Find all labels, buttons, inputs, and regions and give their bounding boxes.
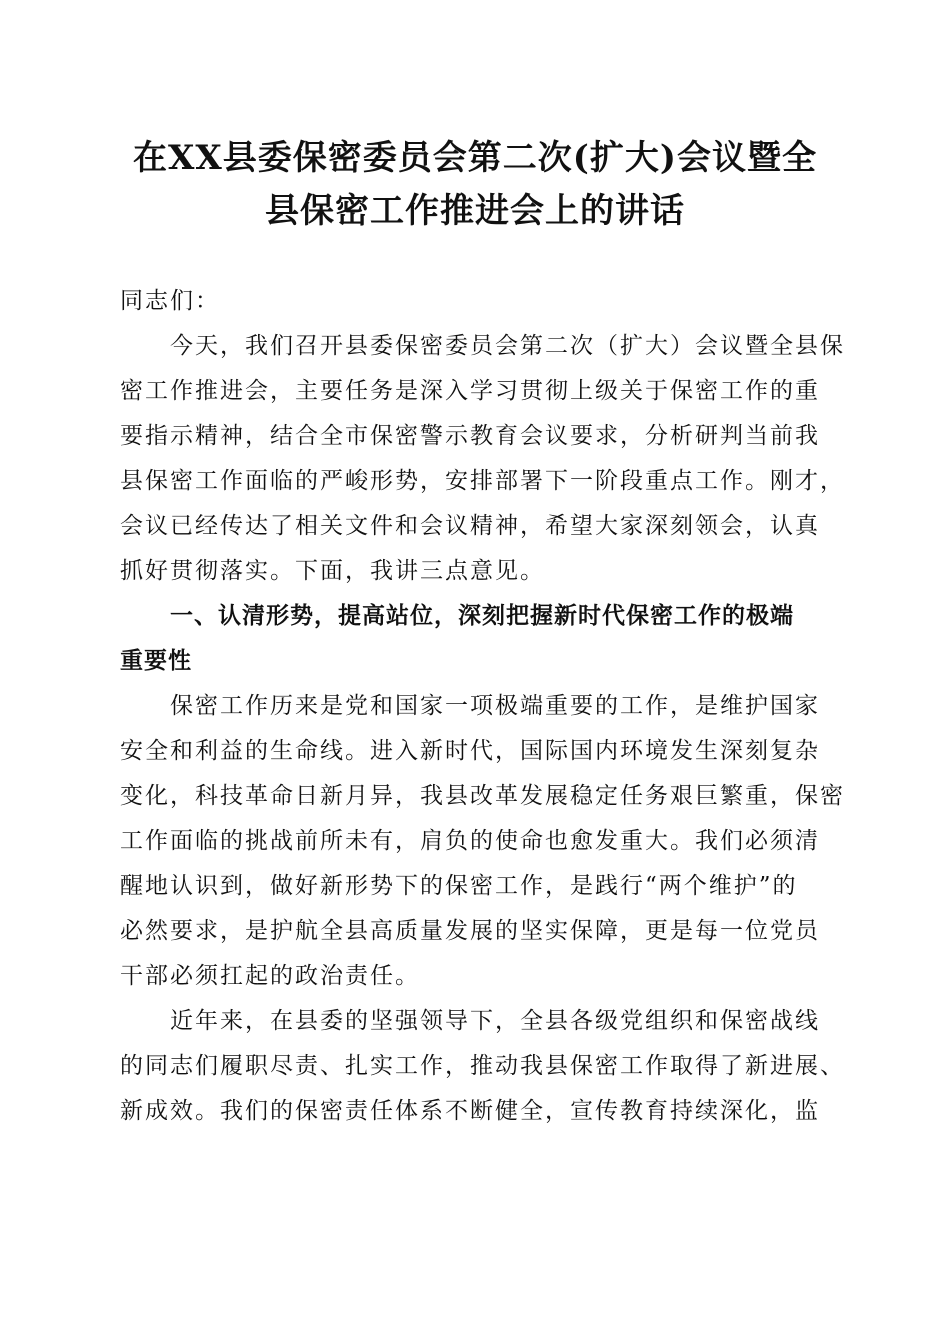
paragraph-line: 干部必须扛起的政治责任。 <box>120 963 420 989</box>
salutation: 同志们： <box>120 288 220 314</box>
body-lines <box>120 324 845 1134</box>
paragraph-line: 会议已经传达了相关文件和会议精神，希望大家深刻领会，认真 <box>120 513 820 539</box>
title-line-2: 县保密工作推进会上的讲话 <box>265 191 685 231</box>
paragraph-line: 要指示精神，结合全市保密警示教育会议要求，分析研判当前我 <box>120 423 820 449</box>
paragraph-line: 变化，科技革命日新月异，我县改革发展稳定任务艰巨繁重，保密 <box>120 783 845 809</box>
paragraph-line: 安全和利益的生命线。进入新时代，国际国内环境发生深刻复杂 <box>120 738 820 764</box>
section-heading-line: 一、认清形势，提高站位，深刻把握新时代保密工作的极端 <box>170 603 794 629</box>
paragraph-line: 的同志们履职尽责、扎实工作，推动我县保密工作取得了新进展、 <box>120 1053 845 1079</box>
title-line-1: 在XX县委保密委员会第二次(扩大)会议暨全 <box>133 138 817 178</box>
paragraph-line: 新成效。我们的保密责任体系不断健全，宣传教育持续深化，监 <box>120 1098 820 1124</box>
paragraph-line: 今天，我们召开县委保密委员会第二次（扩大）会议暨全县保 <box>170 333 845 359</box>
section-heading-line: 重要性 <box>120 648 192 674</box>
paragraph-line: 抓好贯彻落实。下面，我讲三点意见。 <box>120 558 545 584</box>
paragraph-line: 工作面临的挑战前所未有，肩负的使命也愈发重大。我们必须清 <box>120 828 820 854</box>
paragraph-line: 必然要求，是护航全县高质量发展的坚实保障，更是每一位党员 <box>120 918 820 944</box>
paragraph-line: 密工作推进会，主要任务是深入学习贯彻上级关于保密工作的重 <box>120 378 820 404</box>
document-body <box>120 279 845 1134</box>
paragraph-line: 保密工作历来是党和国家一项极端重要的工作，是维护国家 <box>170 693 820 719</box>
paragraph-line: 醒地认识到，做好新形势下的保密工作，是践行“两个维护”的 <box>120 873 798 899</box>
paragraph-line: 近年来，在县委的坚强领导下，全县各级党组织和保密战线 <box>170 1008 820 1034</box>
paragraph-line: 县保密工作面临的严峻形势，安排部署下一阶段重点工作。刚才， <box>120 468 845 494</box>
document-title <box>80 132 870 238</box>
